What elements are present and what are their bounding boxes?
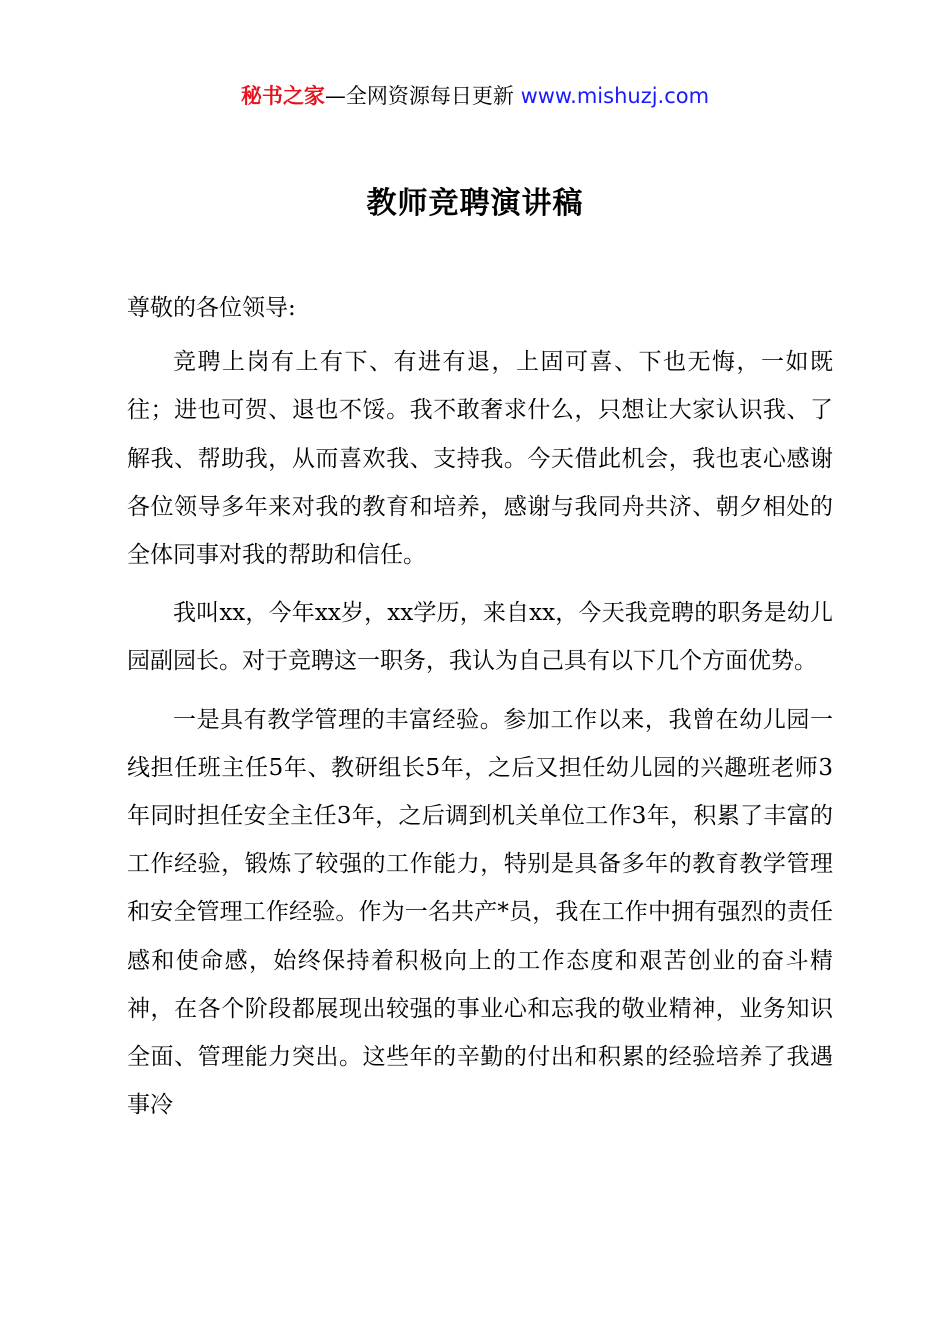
site-tagline: —全网资源每日更新 bbox=[324, 84, 521, 108]
site-header bbox=[0, 80, 950, 112]
paragraph: 我叫xx，今年xx岁，xx学历，来自xx，今天我竞聘的职务是幼儿园副园长。对于竞聘这一职务，我认为自己具有以下几个方面优势。 bbox=[127, 600, 833, 675]
salutation: 尊敬的各位领导: bbox=[127, 295, 296, 321]
site-brand: 秘书之家 bbox=[240, 84, 325, 108]
paragraph: 竞聘上岗有上有下、有进有退，上固可喜、下也无悔，一如既往；进也可贺、退也不馁。我不敢奢求什么，只想让大家认识我、了解我、帮助我，从而喜欢我、支持我。今天借此机会，我也衷心感谢各位领导多年来对我的教育和培养，感谢与我同舟共济、朝夕相处的全体同事对我的帮助和信任。 bbox=[127, 349, 833, 569]
document-body bbox=[127, 284, 833, 1139]
site-url-link[interactable]: www.mishuzj.com bbox=[520, 84, 710, 108]
paragraph: 一是具有教学管理的丰富经验。参加工作以来，我曾在幼儿园一线担任班主任5年、教研组长5年，之后又担任幼儿园的兴趣班老师3年同时担任安全主任3年，之后调到机关单位工作3年，积累了丰富的工作经验，锻炼了较强的工作能力，特别是具备多年的教育教学管理和安全管理工作经验。作为一名共产*员，我在工作中拥有强烈的责任感和使命感，始终保持着积极向上的工作态度和艰苦创业的奋斗精神，在各个阶段都展现出较强的事业心和忘我的敬业精神，业务知识全面、管理能力突出。这些年的辛勤的付出和积累的经验培养了我遇事冷 bbox=[127, 706, 833, 1119]
document-title: 教师竞聘演讲稿 bbox=[366, 186, 584, 221]
